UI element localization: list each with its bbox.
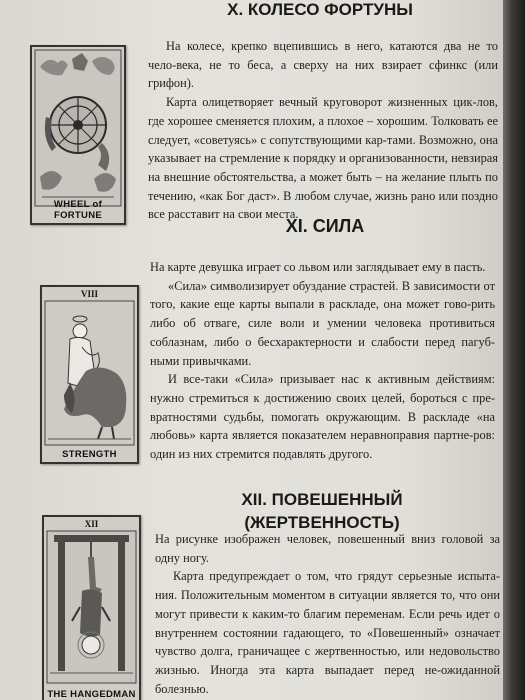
wheel-of-fortune-illustration [32, 47, 124, 223]
card-label: THE HANGEDMAN [47, 689, 136, 700]
tarot-card-wheel-of-fortune [30, 45, 126, 225]
paragraph: И все-таки «Сила» призывает нас к активным действиям: нужно стремиться к достижению своих целей, бороться с пре-вратностями судьбы, помогать окружающим. В раскладе «на любовь» карта является показателем неравноправия партне-ров: один из них стремится подавлять другого. [150, 372, 495, 462]
tarot-card-strength [40, 285, 139, 464]
paragraph: На карте девушка играет со львом или заглядывает ему в пасть. [150, 260, 486, 274]
section-title-strength: XI. СИЛА [285, 216, 365, 236]
tarot-card-hanged-man [42, 515, 141, 700]
card-label: STRENGTH [62, 449, 117, 460]
section-title-wheel-of-fortune: X. КОЛЕСО ФОРТУНЫ [227, 0, 413, 19]
hanged-man-illustration [44, 517, 139, 700]
paragraph: Карта предупреждает о том, что грядут серьезные испыта-ния. Положительным моментом в ситуации является то, что они могут привести к каким-то благим переменам. Если речь идет о внутреннем состоянии гадающего, то «Повешенный» означает чувство долга, граничащее с жертвенностью, или недовольство жизнью. Иногда эта карта выпадает перед не-ожиданной болезнью. [155, 569, 500, 696]
section-text-hanged-man [155, 530, 500, 698]
card-number: VIII [80, 289, 98, 299]
section-subtitle-line: (ЖЕРТВЕННОСТЬ) [244, 513, 400, 532]
section-title-hanged-man [222, 488, 422, 534]
section-text-strength [150, 258, 495, 464]
paragraph: На колесе, крепко вцепившись в него, катаются два не то чело-века, не то беса, а сверху на них взирает сфинкс (или грифон). [148, 39, 498, 91]
card-number: XII [84, 519, 99, 529]
strength-illustration [42, 287, 137, 462]
paragraph: Карта олицетворяет вечный круговорот жизненных цик-лов, где хорошее сменяется плохим, а плохое – хорошим. Толковать ее следует, «советуясь» с сопутствующими кар-тами. Возможно, она указывает на стремление к порядку и организованности, невзирая на внешние обстоятельства, а может быть – на желание плыть по течению, «как Бог даст». В любом случае, жизнь рано или поздно все расставит на свои места. [148, 95, 498, 222]
paragraph: На рисунке изображен человек, повешенный вниз головой за одну ногу. [155, 532, 500, 565]
section-text-wheel-of-fortune [148, 37, 498, 224]
paragraph: «Сила» символизирует обуздание страстей. В зависимости от того, какие еще карты выпали в раскладе, она может гово-рить либо об отваге, силе воли и умении человека противиться соблазнам, либо о бесхарактерности и слабости перед пагуб-ными привычками. [150, 278, 495, 368]
page-edge-shadow [503, 0, 525, 700]
card-label: WHEEL of FORTUNE [53, 199, 103, 221]
section-title-line: XII. ПОВЕШЕННЫЙ [241, 490, 403, 509]
